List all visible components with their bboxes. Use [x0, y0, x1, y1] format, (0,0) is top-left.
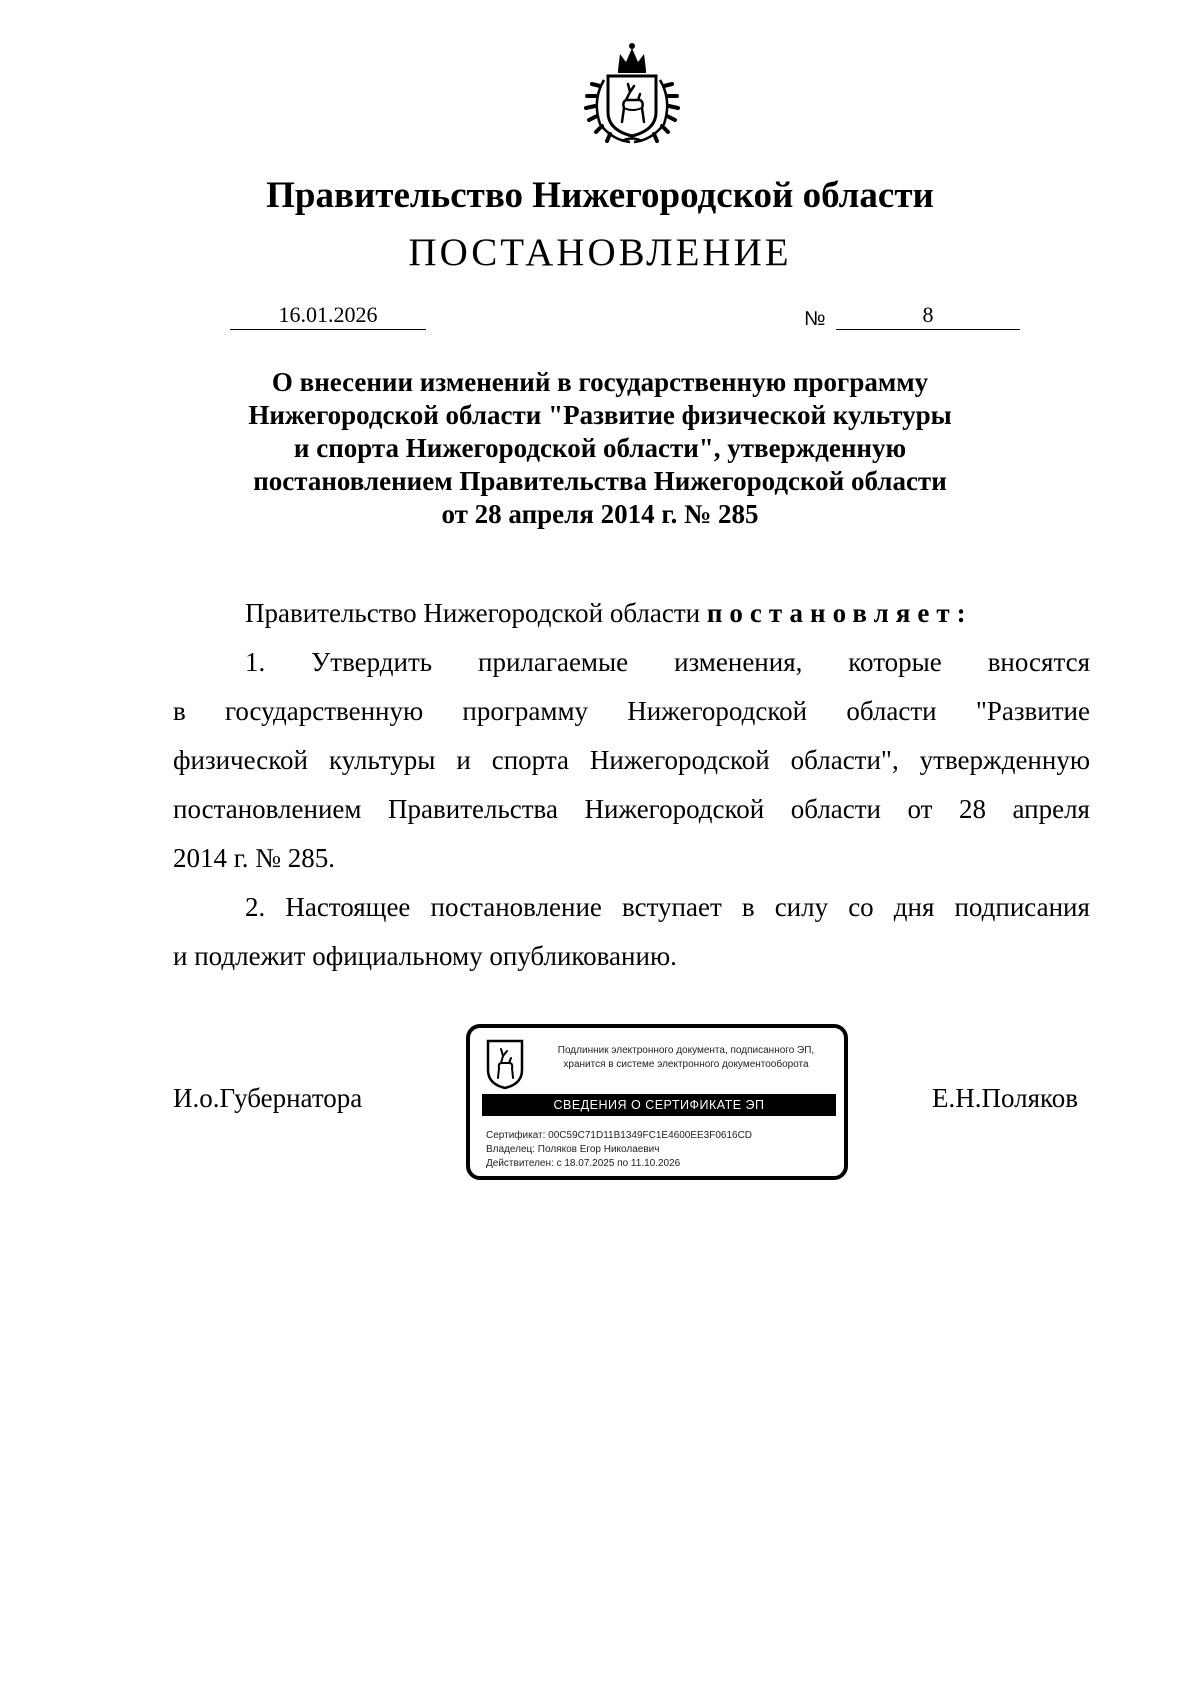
- stamp-note: [536, 1044, 836, 1072]
- word: Правительства: [388, 794, 558, 824]
- word: области: [790, 794, 882, 824]
- subject-line: и спорта Нижегородской области", утвержденную: [293, 433, 907, 463]
- word: "Развитие: [975, 696, 1090, 726]
- word: в: [741, 892, 755, 922]
- word: области",: [790, 745, 899, 775]
- word: 28: [959, 794, 986, 824]
- item1-line5: 2014 г. № 285.: [173, 843, 336, 873]
- word: вносятся: [987, 647, 1090, 677]
- word: утвержденную: [919, 745, 1090, 775]
- item2-line1: [173, 890, 1090, 939]
- word: физической: [173, 745, 308, 775]
- subject-line: постановлением Правительства Нижегородской области: [253, 466, 947, 496]
- word: 2.: [245, 892, 266, 922]
- word: в: [173, 696, 186, 726]
- word: дня: [893, 892, 935, 922]
- document-subject: [220, 366, 980, 531]
- document-body: [173, 596, 1090, 988]
- word: со: [848, 892, 874, 922]
- subject-line: Нижегородской области "Развитие физической культуры: [248, 400, 952, 430]
- word: подписания: [954, 892, 1090, 922]
- word: государственную: [224, 696, 424, 726]
- stamp-note-line: Подлинник электронного документа, подписанного ЭП,: [557, 1045, 815, 1056]
- certificate-validity: Действителен: с 18.07.2025 по 11.10.2026: [486, 1158, 681, 1169]
- word: 1.: [245, 647, 266, 677]
- subject-line: от 28 апреля 2014 г. № 285: [441, 499, 759, 529]
- certificate-details: [486, 1129, 752, 1171]
- document-type: ПОСТАНОВЛЕНИЕ: [408, 231, 792, 274]
- word: постановление: [430, 892, 602, 922]
- word: и: [456, 745, 471, 775]
- word: от: [907, 794, 933, 824]
- item2-line2: и подлежит официальному опубликованию.: [173, 941, 677, 971]
- stamp-note-line: хранится в системе электронного документооборота: [563, 1059, 809, 1070]
- word: программу: [462, 696, 589, 726]
- word: Нижегородской: [584, 794, 765, 824]
- organization-title: Правительство Нижегородской области: [266, 175, 934, 216]
- word: вступает: [622, 892, 722, 922]
- word: апреля: [1012, 794, 1090, 824]
- signatory-name: Е.Н.Поляков: [932, 1083, 1079, 1113]
- certificate-header: СВЕДЕНИЯ О СЕРТИФИКАТЕ ЭП: [482, 1094, 836, 1116]
- number-label: №: [804, 308, 826, 330]
- word: культуры: [328, 745, 436, 775]
- word: силу: [774, 892, 829, 922]
- decree-word: постановляет:: [706, 598, 973, 628]
- deer-emblem-icon: [485, 1038, 525, 1090]
- item1-line1: [173, 645, 1090, 694]
- word: Утвердить: [311, 647, 433, 677]
- word: спорта: [491, 745, 569, 775]
- electronic-signature-stamp: [466, 1024, 848, 1180]
- word: Нижегородской: [627, 696, 808, 726]
- preamble-text: Правительство Нижегородской области: [245, 598, 701, 628]
- word: прилагаемые: [478, 647, 629, 677]
- word: постановлением: [173, 794, 362, 824]
- subject-line: О внесении изменений в государственную программу: [271, 367, 929, 397]
- word: области: [846, 696, 937, 726]
- preamble-line: [173, 596, 1090, 645]
- document-date: 16.01.2026: [230, 302, 426, 330]
- item1-line4: [173, 792, 1090, 841]
- certificate-owner: Владелец: Поляков Егор Николаевич: [486, 1144, 660, 1155]
- word: изменения,: [674, 647, 803, 677]
- item1-line3: [173, 743, 1090, 792]
- document-number: 8: [836, 302, 1020, 330]
- certificate-id: Сертификат: 00C59C71D11B1349FC1E4600EE3F0616CD: [486, 1130, 753, 1141]
- coat-of-arms-icon: [578, 40, 686, 146]
- word: которые: [848, 647, 942, 677]
- word: Настоящее: [285, 892, 411, 922]
- signatory-role: И.о.Губернатора: [173, 1083, 363, 1113]
- word: Нижегородской: [589, 745, 770, 775]
- item1-line2: [173, 694, 1090, 743]
